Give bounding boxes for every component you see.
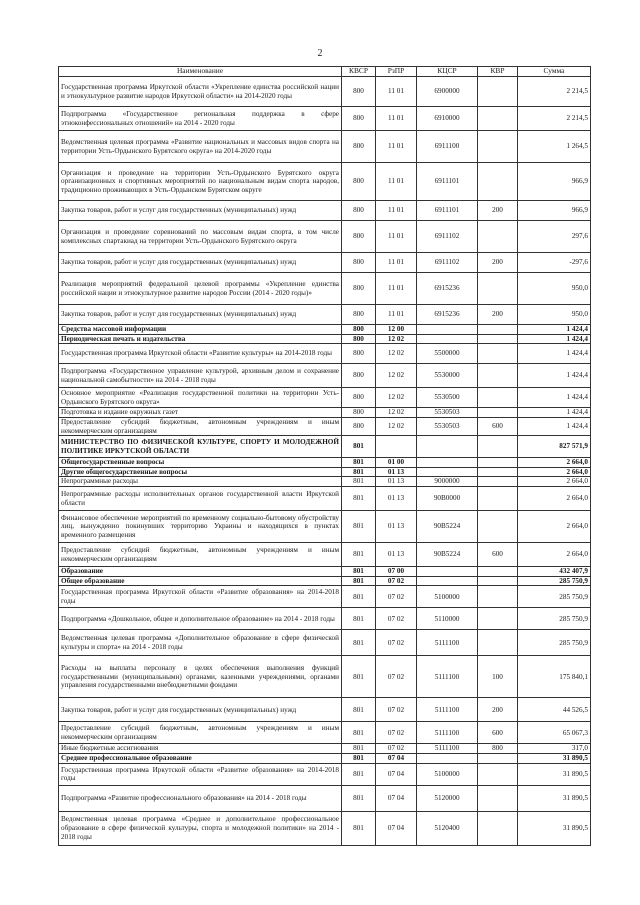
row-name: Государственная программа Иркутской области «Развитие образования» на 2014-2018 годы xyxy=(59,586,342,608)
row-kvr xyxy=(478,163,518,201)
row-kvsr: 800 xyxy=(342,253,376,273)
row-kcsr xyxy=(417,754,478,764)
header-kcsr: КЦСР xyxy=(417,67,478,77)
table-row xyxy=(59,408,591,418)
row-rzpr: 11 01 xyxy=(376,273,417,305)
table-row xyxy=(59,417,591,435)
table-row xyxy=(59,656,591,698)
row-rzpr: 12 02 xyxy=(376,417,417,435)
table-row xyxy=(59,811,591,845)
row-kcsr: 6900000 xyxy=(417,77,478,107)
row-name: Расходы на выплаты персоналу в целях обеспечения выполнения функций государственными (муниципальными) органами, казенными учреждениями, органами управления государственными внебюджетными фондами xyxy=(59,656,342,698)
row-sum: 297,6 xyxy=(518,221,591,253)
table-row xyxy=(59,458,591,468)
row-sum: 317,0 xyxy=(518,744,591,754)
row-sum: 1 424,4 xyxy=(518,334,591,344)
row-kcsr: 90В5224 xyxy=(417,543,478,567)
row-kvr xyxy=(478,334,518,344)
row-rzpr: 07 02 xyxy=(376,586,417,608)
table-row xyxy=(59,334,591,344)
row-name: Закупка товаров, работ и услуг для государственных (муниципальных) нужд xyxy=(59,253,342,273)
row-kvr: 200 xyxy=(478,253,518,273)
row-kvsr: 801 xyxy=(342,458,376,468)
row-kvsr: 800 xyxy=(342,417,376,435)
row-sum: 1 424,4 xyxy=(518,388,591,408)
row-name: Среднее профессиональное образование xyxy=(59,754,342,764)
row-kcsr: 5111100 xyxy=(417,656,478,698)
table-row xyxy=(59,201,591,221)
row-sum: 966,9 xyxy=(518,163,591,201)
row-sum: 2 664,0 xyxy=(518,477,591,487)
row-sum: 1 424,4 xyxy=(518,408,591,418)
row-kcsr: 5530503 xyxy=(417,417,478,435)
row-kcsr: 5111100 xyxy=(417,722,478,744)
row-kvr xyxy=(478,567,518,577)
row-kvsr: 801 xyxy=(342,436,376,458)
row-kvr xyxy=(478,608,518,630)
row-kvr xyxy=(478,344,518,364)
row-kcsr: 90В5224 xyxy=(417,511,478,543)
row-kvr xyxy=(478,763,518,785)
row-rzpr: 11 01 xyxy=(376,163,417,201)
row-name: Предоставление субсидий бюджетным, автономным учреждениям и иным некоммерческим организациям xyxy=(59,543,342,567)
row-rzpr: 07 04 xyxy=(376,785,417,811)
row-name: Закупка товаров, работ и услуг для государственных (муниципальных) нужд xyxy=(59,698,342,722)
row-kcsr: 5100000 xyxy=(417,763,478,785)
row-name: Финансовое обеспечение мероприятий по временному социально-бытовому обустройству лиц, вынужденно покинувших территорию Украины и находящихся в пунктах временного размещения xyxy=(59,511,342,543)
row-kcsr: 90В0000 xyxy=(417,487,478,511)
table-row xyxy=(59,630,591,656)
row-name: Организация и проведение на территории Усть-Ордынского Бурятского округа организационных и спортивных мероприятий по национальным видам спорта народов, традиционно проживающих в Усть-Ордынском Бурятском округе xyxy=(59,163,342,201)
table-row xyxy=(59,698,591,722)
row-sum: 950,0 xyxy=(518,305,591,325)
row-name: Ведомственная целевая программа «Дополнительное образование в сфере физической культуры и спорта» на 2014 - 2018 годы xyxy=(59,630,342,656)
table-row xyxy=(59,388,591,408)
row-sum: 285 750,9 xyxy=(518,576,591,586)
row-rzpr: 07 02 xyxy=(376,698,417,722)
row-kcsr: 6915236 xyxy=(417,305,478,325)
row-kvr xyxy=(478,467,518,477)
row-kvr xyxy=(478,754,518,764)
header-kvsr: КВСР xyxy=(342,67,376,77)
row-kvr xyxy=(478,388,518,408)
table-row xyxy=(59,608,591,630)
row-name: Непрограммные расходы исполнительных органов государственной власти Иркутской области xyxy=(59,487,342,511)
table-row xyxy=(59,273,591,305)
row-name: Предоставление субсидий бюджетным, автономным учреждениям и иным некоммерческим организациям xyxy=(59,722,342,744)
row-sum: 2 664,0 xyxy=(518,458,591,468)
row-kcsr: 5111100 xyxy=(417,630,478,656)
row-sum: 827 571,9 xyxy=(518,436,591,458)
table-row xyxy=(59,77,591,107)
row-kcsr xyxy=(417,325,478,335)
row-kvr xyxy=(478,364,518,388)
table-row xyxy=(59,586,591,608)
row-name: Образование xyxy=(59,567,342,577)
row-kcsr: 5120000 xyxy=(417,785,478,811)
row-kvr xyxy=(478,436,518,458)
row-kvr xyxy=(478,221,518,253)
row-kvr xyxy=(478,408,518,418)
table-row xyxy=(59,763,591,785)
page-number: 2 xyxy=(317,48,323,59)
row-kvsr: 801 xyxy=(342,543,376,567)
row-sum: 1 424,4 xyxy=(518,325,591,335)
row-rzpr: 07 02 xyxy=(376,608,417,630)
row-kvr: 200 xyxy=(478,698,518,722)
row-kvsr: 800 xyxy=(342,408,376,418)
row-kcsr xyxy=(417,467,478,477)
row-kvr xyxy=(478,131,518,163)
table-row xyxy=(59,344,591,364)
table-row xyxy=(59,785,591,811)
row-name: МИНИСТЕРСТВО ПО ФИЗИЧЕСКОЙ КУЛЬТУРЕ, СПОРТУ И МОЛОДЕЖНОЙ ПОЛИТИКЕ ИРКУТСКОЙ ОБЛАСТИ xyxy=(59,436,342,458)
row-rzpr: 12 02 xyxy=(376,408,417,418)
table-row xyxy=(59,221,591,253)
row-kvsr: 800 xyxy=(342,344,376,364)
row-sum: 31 890,5 xyxy=(518,763,591,785)
row-name: Периодическая печать и издательства xyxy=(59,334,342,344)
row-rzpr: 12 02 xyxy=(376,364,417,388)
row-name: Средства массовой информации xyxy=(59,325,342,335)
row-rzpr: 11 01 xyxy=(376,253,417,273)
row-rzpr: 01 13 xyxy=(376,467,417,477)
row-sum: 175 840,1 xyxy=(518,656,591,698)
row-name: Иные бюджетные ассигнования xyxy=(59,744,342,754)
row-kcsr xyxy=(417,567,478,577)
row-name: Ведомственная целевая программа «Развитие национальных и массовых видов спорта на территории Усть-Ордынского Бурятского округа» на 2014-2020 годы xyxy=(59,131,342,163)
row-name: Непрограммные расходы xyxy=(59,477,342,487)
table-row xyxy=(59,364,591,388)
row-rzpr: 07 02 xyxy=(376,630,417,656)
table-row xyxy=(59,163,591,201)
table-body xyxy=(59,77,591,846)
row-name: Закупка товаров, работ и услуг для государственных (муниципальных) нужд xyxy=(59,305,342,325)
row-name: Основное мероприятие «Реализация государственной политики на территории Усть-Ордынского Бурятского округа» xyxy=(59,388,342,408)
row-kcsr: 6911102 xyxy=(417,253,478,273)
table-row xyxy=(59,487,591,511)
row-sum: 31 890,5 xyxy=(518,811,591,845)
row-kvsr: 801 xyxy=(342,744,376,754)
row-rzpr: 07 02 xyxy=(376,744,417,754)
row-sum: 950,0 xyxy=(518,273,591,305)
table-row xyxy=(59,511,591,543)
row-sum: 966,9 xyxy=(518,201,591,221)
table-row xyxy=(59,467,591,477)
row-rzpr: 11 01 xyxy=(376,131,417,163)
row-rzpr: 07 04 xyxy=(376,763,417,785)
row-rzpr: 11 01 xyxy=(376,221,417,253)
row-kvsr: 801 xyxy=(342,763,376,785)
row-rzpr: 11 01 xyxy=(376,305,417,325)
row-kvr: 800 xyxy=(478,744,518,754)
table-row xyxy=(59,131,591,163)
row-kvsr: 801 xyxy=(342,576,376,586)
row-kcsr: 5530503 xyxy=(417,408,478,418)
row-kvsr: 800 xyxy=(342,77,376,107)
row-sum: 2 214,5 xyxy=(518,77,591,107)
row-kvsr: 801 xyxy=(342,586,376,608)
row-kvr: 600 xyxy=(478,543,518,567)
row-rzpr: 07 02 xyxy=(376,576,417,586)
table-row xyxy=(59,744,591,754)
row-kvr xyxy=(478,586,518,608)
row-sum: 432 407,9 xyxy=(518,567,591,577)
table-row xyxy=(59,477,591,487)
row-kvsr: 801 xyxy=(342,467,376,477)
row-name: Подпрограмма «Развитие профессионального образования» на 2014 - 2018 годы xyxy=(59,785,342,811)
row-kvr xyxy=(478,458,518,468)
row-kcsr: 5530000 xyxy=(417,364,478,388)
row-kcsr xyxy=(417,576,478,586)
row-rzpr: 12 02 xyxy=(376,344,417,364)
row-rzpr: 12 02 xyxy=(376,388,417,408)
row-kvr xyxy=(478,785,518,811)
row-kcsr: 6911101 xyxy=(417,201,478,221)
row-rzpr: 12 02 xyxy=(376,334,417,344)
row-name: Другие общегосударственные вопросы xyxy=(59,467,342,477)
row-name: Подпрограмма «Государственное региональная поддержка в сфере этноконфессиональных отношений» на 2014 - 2020 годы xyxy=(59,107,342,131)
row-kvsr: 800 xyxy=(342,107,376,131)
row-kvsr: 800 xyxy=(342,364,376,388)
row-kcsr: 5100000 xyxy=(417,586,478,608)
row-kcsr: 5111100 xyxy=(417,698,478,722)
row-kvsr: 801 xyxy=(342,487,376,511)
row-rzpr: 01 13 xyxy=(376,511,417,543)
row-rzpr: 07 02 xyxy=(376,656,417,698)
row-name: Предоставление субсидий бюджетным, автономным учреждениям и иным некоммерческим организациям xyxy=(59,417,342,435)
row-sum: 1 424,4 xyxy=(518,417,591,435)
row-sum: 31 890,5 xyxy=(518,754,591,764)
row-sum: 285 750,9 xyxy=(518,630,591,656)
row-name: Реализация мероприятий федеральной целевой программы «Укрепление единства российской нации и этнокультурное развитие народов России (2014 - 2020 годы)» xyxy=(59,273,342,305)
table-row xyxy=(59,436,591,458)
row-rzpr: 11 01 xyxy=(376,77,417,107)
row-kcsr: 5120400 xyxy=(417,811,478,845)
row-name: Подготовка и издание окружных газет xyxy=(59,408,342,418)
row-name: Подпрограмма «Дошкольное, общее и дополнительное образование» на 2014 - 2018 годы xyxy=(59,608,342,630)
row-rzpr: 01 00 xyxy=(376,458,417,468)
row-kvr: 100 xyxy=(478,656,518,698)
row-name: Ведомственная целевая программа «Среднее и дополнительное профессиональное образование в сфере физической культуры, спорта и молодежной политики» на 2014 - 2018 годы xyxy=(59,811,342,845)
row-sum: 44 526,5 xyxy=(518,698,591,722)
row-name: Закупка товаров, работ и услуг для государственных (муниципальных) нужд xyxy=(59,201,342,221)
row-sum: 65 067,3 xyxy=(518,722,591,744)
row-kvr xyxy=(478,325,518,335)
row-sum: 1 424,4 xyxy=(518,344,591,364)
row-sum: 2 664,0 xyxy=(518,467,591,477)
table-row xyxy=(59,253,591,273)
row-kvr xyxy=(478,273,518,305)
row-sum: 2 664,0 xyxy=(518,543,591,567)
row-kvr: 600 xyxy=(478,722,518,744)
row-kvsr: 801 xyxy=(342,754,376,764)
budget-table xyxy=(58,66,591,846)
row-kvsr: 801 xyxy=(342,477,376,487)
row-sum: 1 424,4 xyxy=(518,364,591,388)
row-kvsr: 800 xyxy=(342,201,376,221)
row-kvr xyxy=(478,811,518,845)
row-kvr: 600 xyxy=(478,417,518,435)
row-kvsr: 800 xyxy=(342,273,376,305)
row-kvsr: 800 xyxy=(342,131,376,163)
table-row xyxy=(59,722,591,744)
row-rzpr: 01 13 xyxy=(376,477,417,487)
row-kvsr: 800 xyxy=(342,221,376,253)
row-sum: 2 664,0 xyxy=(518,511,591,543)
table-row xyxy=(59,576,591,586)
row-kvsr: 801 xyxy=(342,656,376,698)
row-kvsr: 801 xyxy=(342,811,376,845)
row-kcsr: 5110000 xyxy=(417,608,478,630)
header-name: Наименование xyxy=(59,67,342,77)
row-kcsr xyxy=(417,436,478,458)
row-rzpr: 01 13 xyxy=(376,543,417,567)
row-kvsr: 801 xyxy=(342,630,376,656)
row-kvsr: 801 xyxy=(342,698,376,722)
row-sum: 2 664,0 xyxy=(518,487,591,511)
row-sum: 285 750,9 xyxy=(518,586,591,608)
row-kcsr: 6910000 xyxy=(417,107,478,131)
header-rzpr: РзПР xyxy=(376,67,417,77)
header-sum: Сумма xyxy=(518,67,591,77)
row-kcsr: 6915236 xyxy=(417,273,478,305)
row-rzpr xyxy=(376,436,417,458)
row-kvr xyxy=(478,630,518,656)
table-header-row xyxy=(59,67,591,77)
row-kcsr: 6911102 xyxy=(417,221,478,253)
row-kcsr xyxy=(417,458,478,468)
row-kvr: 200 xyxy=(478,201,518,221)
table-row xyxy=(59,305,591,325)
row-rzpr: 07 04 xyxy=(376,811,417,845)
row-kcsr xyxy=(417,334,478,344)
table-row xyxy=(59,107,591,131)
row-rzpr: 07 00 xyxy=(376,567,417,577)
row-sum: 2 214,5 xyxy=(518,107,591,131)
row-kvsr: 800 xyxy=(342,325,376,335)
row-kvsr: 801 xyxy=(342,608,376,630)
row-kvr xyxy=(478,511,518,543)
row-name: Государственная программа Иркутской области «Развитие образования» на 2014-2018 годы xyxy=(59,763,342,785)
row-kvr xyxy=(478,77,518,107)
row-sum: -297,6 xyxy=(518,253,591,273)
table-row xyxy=(59,325,591,335)
table-row xyxy=(59,754,591,764)
row-kvsr: 800 xyxy=(342,305,376,325)
row-kvr: 200 xyxy=(478,305,518,325)
row-kcsr: 6911100 xyxy=(417,131,478,163)
row-kvsr: 800 xyxy=(342,388,376,408)
row-kcsr: 9000000 xyxy=(417,477,478,487)
row-kvr xyxy=(478,107,518,131)
row-name: Государственная программа Иркутской области «Развитие культуры» на 2014-2018 годы xyxy=(59,344,342,364)
row-sum: 31 890,5 xyxy=(518,785,591,811)
row-name: Общее образование xyxy=(59,576,342,586)
row-kvsr: 801 xyxy=(342,567,376,577)
row-kvsr: 801 xyxy=(342,722,376,744)
row-sum: 285 750,9 xyxy=(518,608,591,630)
row-kvsr: 800 xyxy=(342,163,376,201)
table-row xyxy=(59,567,591,577)
header-kvr: КВР xyxy=(478,67,518,77)
row-rzpr: 07 04 xyxy=(376,754,417,764)
row-rzpr: 11 01 xyxy=(376,201,417,221)
row-rzpr: 12 00 xyxy=(376,325,417,335)
row-kvr xyxy=(478,487,518,511)
row-name: Организация и проведение соревнований по массовым видам спорта, в том числе комплексных спартакиад на территории Усть-Ордынского Бурятского округа xyxy=(59,221,342,253)
row-kvsr: 801 xyxy=(342,785,376,811)
row-kcsr: 5111100 xyxy=(417,744,478,754)
table-row xyxy=(59,543,591,567)
row-sum: 1 264,5 xyxy=(518,131,591,163)
row-rzpr: 07 02 xyxy=(376,722,417,744)
row-rzpr: 11 01 xyxy=(376,107,417,131)
row-rzpr: 01 13 xyxy=(376,487,417,511)
row-kcsr: 5500000 xyxy=(417,344,478,364)
row-name: Государственная программа Иркутской области «Укрепление единства российской нации и этнокультурное развитие народов Иркутской области» на 2014-2020 годы xyxy=(59,77,342,107)
row-kvsr: 801 xyxy=(342,511,376,543)
row-kvsr: 800 xyxy=(342,334,376,344)
row-kcsr: 5530500 xyxy=(417,388,478,408)
row-kcsr: 6911101 xyxy=(417,163,478,201)
row-kvr xyxy=(478,477,518,487)
row-kvr xyxy=(478,576,518,586)
row-name: Подпрограмма «Государственное управление культурой, архивным делом и сохранение национальной самобытности» на 2014 - 2018 годы xyxy=(59,364,342,388)
row-name: Общегосударственные вопросы xyxy=(59,458,342,468)
